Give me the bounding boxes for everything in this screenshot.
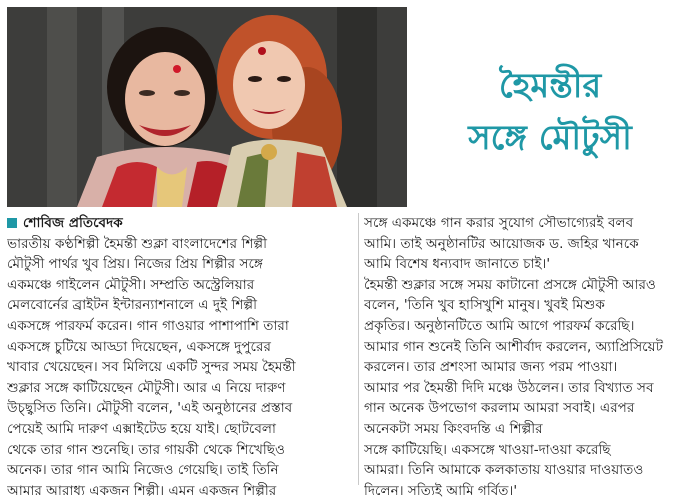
byline-text: শোবিজ প্রতিবেদক: [23, 215, 123, 231]
body-line: থেকে তার গান শুনেছি। তার গায়কী থেকে শিখেছিও: [7, 441, 286, 458]
body-line: করলেন। তার প্রশংসা আমার জন্য পরম পাওয়া।: [364, 359, 618, 376]
body-line: গান অনেক উপভোগ করলাম আমরা সবাই। এরপর: [364, 400, 635, 417]
body-line: আমার পর হৈমন্তী দিদি মঞ্চে উঠলেন। তার বিখ্যাত সব: [364, 379, 654, 396]
body-line: মেলবোর্নের ব্রাইটন ইন্টারন্যাশনালে এ দুই শিল্পী: [7, 297, 257, 314]
body-line: ভারতীয় কণ্ঠশিল্পী হৈমন্তী শুক্লা বাংলাদেশের শিল্পী: [7, 235, 267, 252]
body-line: একসঙ্গে চুটিয়ে আড্ডা দিয়েছেন, একসঙ্গে দুপুরের: [7, 338, 271, 355]
body-line: পেয়েই আমি দারুণ এক্সাইটেড হয়ে যাই। ছোটবেলা: [7, 420, 276, 437]
photo-illustration: [7, 7, 407, 207]
body-line: মৌটুসী পার্থর খুব প্রিয়। নিজের প্রিয় শিল্পীর সঙ্গে: [7, 256, 263, 273]
headline-line-1: হৈমন্তীর: [498, 66, 602, 106]
body-line: দিলেন। সত্যিই আমি গর্বিত।': [364, 482, 518, 499]
headline: [410, 60, 690, 164]
body-line: অনেক। তার গান আমি নিজেও গেয়েছি। তাই তিনি: [7, 462, 279, 479]
body-line: একমঞ্চে গাইলেন মৌটুসী। সম্প্রতি অস্ট্রেলিয়ার: [7, 276, 255, 293]
byline: [7, 213, 355, 234]
body-line: আমার গান শুনেই তিনি আশীর্বাদ করলেন, অ্যাপ্রিসিয়েট: [364, 338, 664, 355]
body-line: অনেকটা সময় কিংবদন্তি এ শিল্পীর: [364, 420, 543, 437]
body-line: আমার আরাধ্য একজন শিল্পী। এমন একজন শিল্পীর: [7, 482, 277, 499]
body-line: সঙ্গে কাটিয়েছি। একসঙ্গে খাওয়া-দাওয়া করেছি: [364, 441, 611, 458]
body-line: শুক্লার সঙ্গে কাটিয়েছেন মৌটুসী। আর এ নিয়ে দারুণ: [7, 379, 286, 396]
headline-line-2: সঙ্গে মৌটুসী: [468, 118, 632, 158]
body-line: বলেন, 'তিনি খুব হাসিখুশি মানুষ। খুবই মিশুক: [364, 297, 605, 314]
body-line: আমি। তাই অনুষ্ঠানটির আয়োজক ড. জহির খানকে: [364, 235, 639, 252]
body-line: আমরা। তিনি আমাকে কলকাতায় যাওয়ার দাওয়াতও: [364, 462, 644, 479]
article-column-2: [364, 213, 692, 501]
body-line: হৈমন্তী শুক্লার সঙ্গে সময় কাটানো প্রসঙ্গে মৌটুসী আরও: [364, 276, 656, 293]
body-line: আমি বিশেষ ধন্যবাদ জানাতে চাই।': [364, 256, 551, 273]
article-photo: [7, 7, 407, 207]
byline-square-icon: [7, 218, 17, 228]
body-line: সঙ্গে একমঞ্চে গান করার সুযোগ সৌভাগ্যেরই বলব: [364, 215, 634, 231]
body-line: উচ্ছ্বসিত তিনি। মৌটুসী বলেন, 'এই অনুষ্ঠানের প্রস্তাব: [7, 400, 293, 417]
body-line: একসঙ্গে পারফর্ম করেন। গান গাওয়ার পাশাপাশি তারা: [7, 317, 289, 334]
article-column-1: [7, 213, 355, 501]
body-line: খাবার খেয়েছেন। সব মিলিয়ে একটি সুন্দর সময় হৈমন্তী: [7, 359, 296, 376]
body-line: প্রকৃতির। অনুষ্ঠানটিতে আমি আগে পারফর্ম করেছি।: [364, 317, 635, 334]
column-divider: [358, 213, 359, 485]
